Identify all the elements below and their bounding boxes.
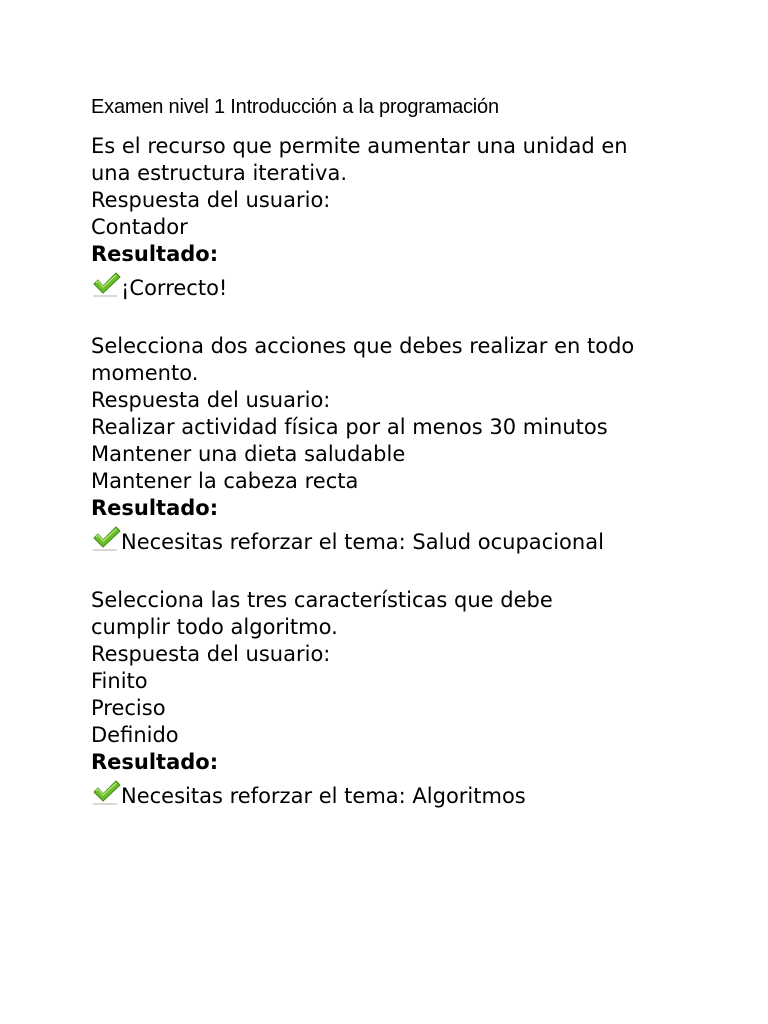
result-label: Resultado: [91, 242, 219, 266]
question-text: Selecciona dos acciones que debes realizar en todo [91, 334, 635, 358]
question-text: cumplir todo algoritmo. [91, 615, 338, 639]
checkmark-icon [91, 271, 121, 299]
result-message: Necesitas reforzar el tema: Algoritmos [121, 783, 526, 808]
question-block [91, 133, 751, 306]
question-text: una estructura iterativa. [91, 161, 347, 185]
question-text: Es el recurso que permite aumentar una unidad en [91, 134, 628, 158]
result-label: Resultado: [91, 750, 219, 774]
user-answer: Definido [91, 723, 179, 747]
result-row [91, 270, 751, 306]
user-answer: Finito [91, 669, 148, 693]
question-block [91, 587, 751, 814]
question-block [91, 333, 751, 560]
user-answer-label: Respuesta del usuario: [91, 188, 331, 212]
checkmark-icon [91, 525, 121, 553]
result-row [91, 524, 751, 560]
checkmark-icon [91, 779, 121, 807]
user-answer: Realizar actividad física por al menos 30 minutos [91, 415, 608, 439]
user-answer: Contador [91, 215, 188, 239]
document-title: Examen nivel 1 Introducción a la programación [91, 96, 499, 118]
question-text: momento. [91, 361, 199, 385]
result-message: Necesitas reforzar el tema: Salud ocupacional [121, 529, 604, 554]
user-answer-label: Respuesta del usuario: [91, 642, 331, 666]
user-answer: Preciso [91, 696, 166, 720]
result-row [91, 778, 751, 814]
result-message: ¡Correcto! [121, 275, 228, 300]
user-answer: Mantener una dieta saludable [91, 442, 406, 466]
question-text: Selecciona las tres características que debe [91, 588, 553, 612]
question-list [91, 133, 751, 841]
user-answer: Mantener la cabeza recta [91, 469, 359, 493]
result-label: Resultado: [91, 496, 219, 520]
user-answer-label: Respuesta del usuario: [91, 388, 331, 412]
